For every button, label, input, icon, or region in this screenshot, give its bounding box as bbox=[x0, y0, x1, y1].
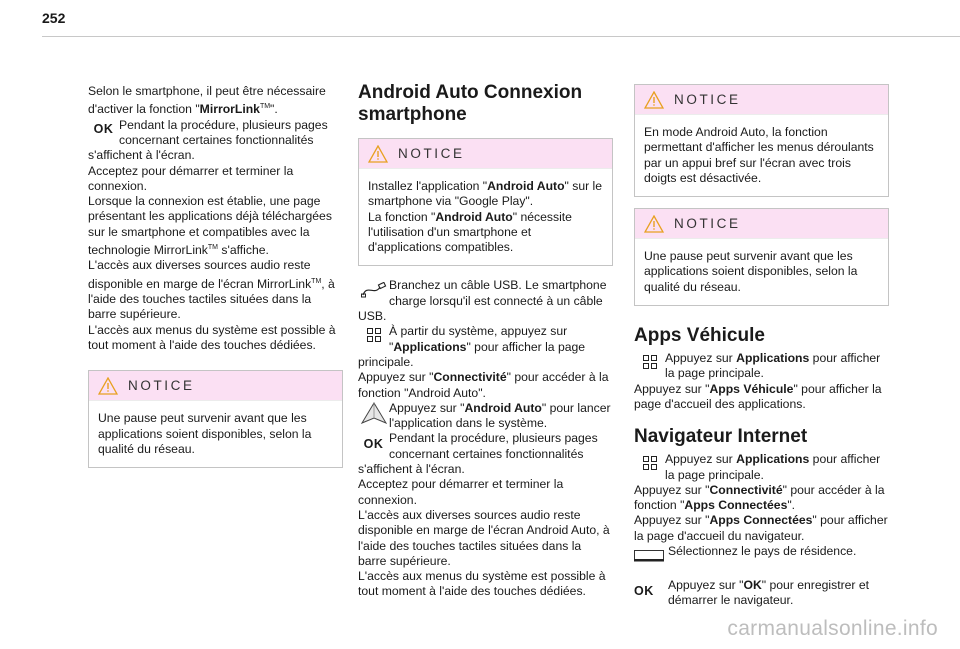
apps-step-text bbox=[665, 351, 889, 382]
intro-text: Selon le smartphone, il peut être nécessaire d'activer la fonction " bbox=[88, 84, 326, 117]
t: pour afficher la page principale. bbox=[665, 351, 881, 381]
notice-title: NOTICE bbox=[674, 91, 741, 107]
t: Appuyez sur " bbox=[358, 370, 434, 385]
tm-mark: TM bbox=[311, 277, 322, 285]
tm-mark: TM bbox=[259, 103, 271, 111]
t: Connectivité bbox=[433, 370, 507, 385]
notice-text: En mode Android Auto, la fonction permettant d'afficher les menus déroulants par un appui bref sur l'écran avec trois doigts est désactivée. bbox=[644, 125, 874, 185]
tm-mark: TM bbox=[207, 244, 219, 252]
t: Appuyez sur bbox=[665, 452, 737, 467]
nav-apps-step-text bbox=[665, 452, 889, 483]
nav-connected-apps-step bbox=[634, 513, 889, 544]
warning-triangle-icon bbox=[644, 91, 664, 109]
ok-step-text bbox=[668, 578, 889, 609]
warning-triangle-icon bbox=[368, 145, 388, 163]
t: La fonction " bbox=[368, 209, 436, 224]
t: Installez l'application " bbox=[368, 179, 488, 193]
intro-end: ". bbox=[270, 102, 278, 117]
warning-triangle-icon bbox=[98, 377, 118, 395]
t: Appuyez sur " bbox=[634, 513, 710, 528]
t: Appuyez sur " bbox=[389, 400, 465, 415]
t: Appuyez sur " bbox=[668, 578, 744, 593]
apps-grid-icon bbox=[358, 324, 389, 342]
apps-grid-icon bbox=[634, 452, 665, 470]
android-auto-step bbox=[358, 401, 613, 432]
line-accept: Acceptez pour démarrer et terminer la connexion. bbox=[358, 477, 564, 507]
t: ". bbox=[787, 498, 796, 513]
usb-step-text: Branchez un câble USB. Le smartphone charge lorsqu'il est connecté à un câble bbox=[389, 278, 607, 308]
apps-step bbox=[358, 324, 613, 355]
line-audio: L'accès aux diverses sources audio reste disponible en marge de l'écran Android Auto, à l'aide des touches tactiles situées dans la barre supérieure. bbox=[358, 507, 610, 568]
line-accept: Acceptez pour démarrer et terminer la connexion. bbox=[88, 163, 294, 193]
audio-text: L'accès aux diverses sources audio reste disponible en marge de l'écran MirrorLink bbox=[88, 258, 312, 291]
t: Connectivité bbox=[709, 482, 783, 497]
t: OK bbox=[743, 578, 762, 593]
t: Appuyez sur " bbox=[634, 482, 710, 497]
apps-step bbox=[634, 351, 889, 382]
t: " nécessite l'utilisation d'un smartphone et d'applications compatibles. bbox=[368, 209, 572, 255]
t: Apps Connectées bbox=[709, 513, 813, 528]
usb-step bbox=[358, 278, 613, 309]
t: Applications bbox=[736, 452, 810, 467]
android-auto-step-text bbox=[389, 401, 613, 432]
t: À partir du système, appuyez sur " bbox=[389, 324, 568, 354]
t: pour afficher la page principale. bbox=[665, 452, 881, 482]
t: " sur le smartphone via "Google Play". bbox=[368, 179, 603, 209]
t: " pour accéder à la fonction " bbox=[634, 482, 885, 513]
t: Applications bbox=[393, 339, 467, 354]
t: Android Auto bbox=[435, 209, 513, 224]
notice-text bbox=[359, 169, 612, 265]
notice-box bbox=[88, 370, 343, 468]
line-menus: L'accès aux menus du système est possible à tout moment à l'aide des touches dédiées. bbox=[88, 322, 336, 352]
t: " pour lancer l'application dans le système. bbox=[389, 400, 611, 431]
t: Appuyez sur " bbox=[634, 381, 710, 396]
notice-header bbox=[359, 139, 612, 169]
ok-step-text: Pendant la procédure, plusieurs pages concernant certaines fonctionnalités bbox=[389, 431, 598, 461]
column-3 bbox=[634, 84, 889, 609]
apps-vehicule-step bbox=[634, 382, 889, 413]
notice-box-2 bbox=[634, 208, 889, 306]
usb-end: USB. bbox=[358, 309, 387, 324]
input-field-icon bbox=[634, 544, 668, 562]
apps-grid-icon bbox=[634, 351, 665, 369]
usb-cable-icon bbox=[358, 278, 389, 298]
ok-step-text: Pendant la procédure, plusieurs pages concernant certaines fonctionnalités bbox=[119, 117, 328, 147]
ok-step bbox=[634, 578, 889, 609]
ok-icon: OK bbox=[634, 584, 654, 599]
ok-step bbox=[88, 118, 343, 149]
notice-header bbox=[89, 371, 342, 401]
line-menus: L'accès aux menus du système est possible à tout moment à l'aide des touches dédiées. bbox=[358, 569, 606, 599]
notice-text: Une pause peut survenir avant que les applications soient disponibles, selon la qualité du réseau. bbox=[98, 411, 312, 456]
notice-install bbox=[368, 179, 603, 210]
apps-end: principale. bbox=[358, 354, 414, 369]
t: Appuyez sur bbox=[665, 351, 737, 366]
section-heading-navigateur: Navigateur Internet bbox=[634, 426, 808, 448]
mirrorlink-term: MirrorLink bbox=[199, 102, 260, 117]
ok-icon: OK bbox=[363, 437, 384, 452]
ok-icon: OK bbox=[93, 121, 114, 136]
android-auto-icon bbox=[358, 401, 389, 424]
nav-connectivity-step bbox=[634, 483, 889, 514]
notice-title: NOTICE bbox=[128, 378, 195, 394]
connectivity-step bbox=[358, 370, 613, 401]
watermark: carmanualsonline.info bbox=[727, 617, 938, 640]
mirrorlink-intro bbox=[88, 84, 343, 118]
t: Applications bbox=[736, 351, 810, 366]
notice-header bbox=[635, 85, 888, 115]
page-number: 252 bbox=[42, 10, 66, 26]
notice-title: NOTICE bbox=[398, 145, 465, 161]
line-audio bbox=[88, 258, 343, 322]
t: " pour afficher la page d'accueil des applications. bbox=[634, 381, 882, 411]
section-heading-apps-vehicule: Apps Véhicule bbox=[634, 325, 765, 347]
warning-triangle-icon bbox=[644, 215, 664, 233]
ok-step bbox=[358, 431, 613, 462]
column-1 bbox=[88, 84, 343, 468]
t: Android Auto bbox=[487, 179, 565, 193]
t: Android Auto bbox=[464, 400, 542, 415]
t: " pour afficher la page d'accueil du navigateur. bbox=[634, 513, 888, 543]
country-step-text: Sélectionnez le pays de résidence. bbox=[668, 544, 857, 559]
connected-text: Lorsque la connexion est établie, une page présentant les applications déjà téléchargées sur le smartphone et compatibles avec la technologie MirrorLink bbox=[88, 194, 332, 258]
t: Apps Véhicule bbox=[709, 381, 794, 396]
line-screens: s'affichent à l'écran. bbox=[88, 148, 195, 163]
section-heading-android-auto: Android Auto Connexion smartphone bbox=[358, 82, 583, 125]
notice-requires bbox=[368, 210, 603, 256]
header-rule bbox=[42, 36, 960, 37]
notice-box bbox=[358, 138, 613, 266]
apps-step-text bbox=[389, 324, 613, 355]
notice-box-1 bbox=[634, 84, 889, 197]
line-screens: s'affichent à l'écran. bbox=[358, 462, 465, 477]
notice-header bbox=[635, 209, 888, 239]
t: " pour accéder à la fonction "Android Auto". bbox=[358, 370, 609, 400]
country-step bbox=[634, 544, 889, 562]
audio-end: , à l'aide des touches tactiles situées dans la barre supérieure. bbox=[88, 276, 335, 322]
connected-end: s'affiche. bbox=[218, 243, 269, 258]
notice-title: NOTICE bbox=[674, 216, 741, 232]
notice-text: Une pause peut survenir avant que les applications soient disponibles, selon la qualité du réseau. bbox=[644, 249, 858, 294]
nav-apps-step bbox=[634, 452, 889, 483]
t: " pour afficher la page bbox=[466, 339, 586, 354]
t: " pour enregistrer et démarrer le navigateur. bbox=[668, 578, 870, 608]
line-connected bbox=[88, 194, 343, 258]
t: Apps Connectées bbox=[684, 498, 788, 513]
column-2 bbox=[358, 84, 613, 600]
